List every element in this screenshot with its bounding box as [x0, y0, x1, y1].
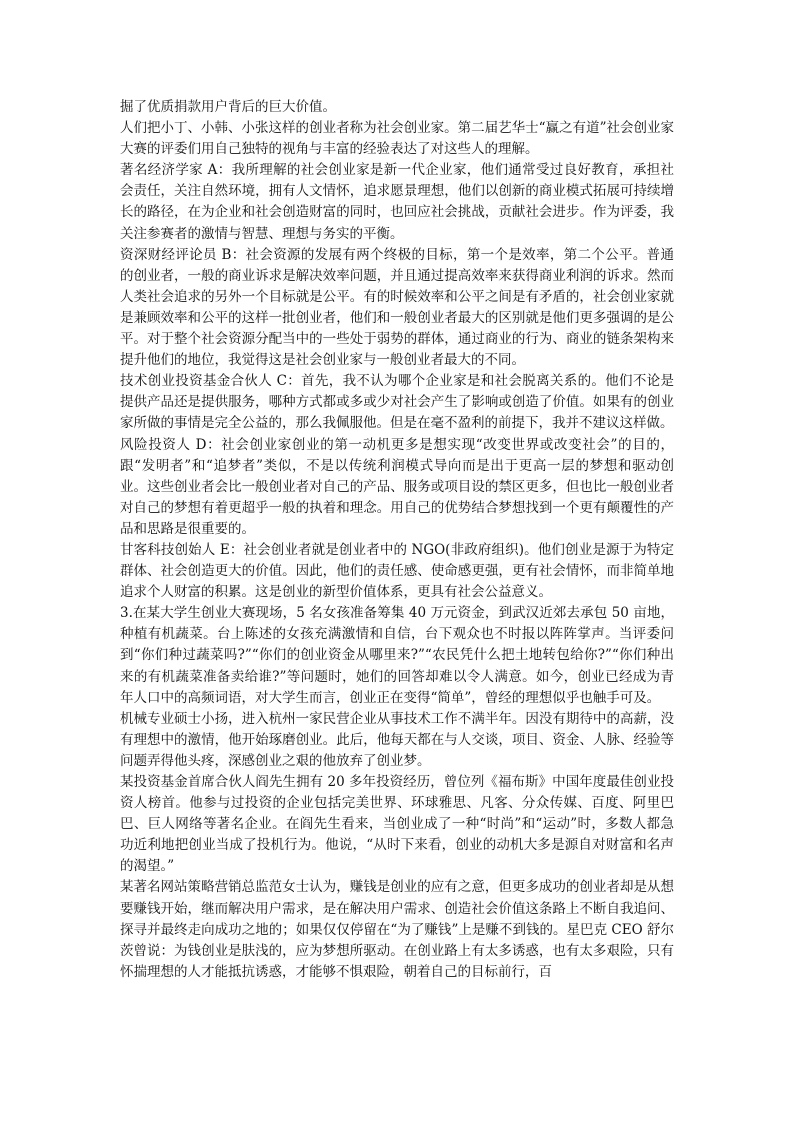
paragraph: 资深财经评论员 B：社会资源的发展有两个终极的目标，第一个是效率，第二个公平。普通的创业者，一般的商业诉求是解决效率问题，并且通过提高效率来获得商业利润的诉求。然而人类社会追求的另外一个目标就是公平。有的时候效率和公平之间是有矛盾的，社会创业家就是兼顾效率和公平的这样一批创业者，他们和一般创业者最大的区别就是他们更多强调的是公平。对于整个社会资源分配当中的一些处于弱势的群体，通过商业的行为、商业的链条架构来提升他们的地位，我觉得这是社会创业家与一般创业者最大的不同。 — [120, 246, 674, 369]
paragraph: 著名经济学家 A：我所理解的社会创业家是新一代企业家，他们通常受过良好教育，承担社会责任，关注自然环境，拥有人文情怀，追求愿景理想，他们以创新的商业模式拓展可持续增长的路径，在为企业和社会创造财富的同时，也回应社会挑战，贡献社会进步。作为评委，我关注参赛者的激情与智慧、理想与务实的平衡。 — [120, 162, 674, 242]
paragraph: 人们把小丁、小韩、小张这样的创业者称为社会创业家。第二届艺华士“赢之有道”社会创业家大赛的评委们用自己独特的视角与丰富的经验表达了对这些人的理解。 — [120, 120, 674, 158]
document-page — [120, 97, 674, 983]
paragraph: 掘了优质捐款用户背后的巨大价值。 — [120, 99, 336, 115]
paragraph: 风险投资人 D：社会创业家创业的第一动机更多是想实现“改变世界或改变社会”的目的，跟“发明者”和“追梦者”类似，不是以传统利润模式导向而是出于更高一层的梦想和驱动创业。这些创业者会比一般创业者对自己的产品、服务或项目设的禁区更多，但也比一般创业者对自己的梦想有着更超乎一般的执着和理念。用自己的优势结合梦想找到一个更有颠覆性的产品和思路是很重要的。 — [120, 436, 674, 537]
paragraph: 机械专业硕士小扬，进入杭州一家民营企业从事技术工作不满半年。因没有期待中的高薪，没有理想中的激情，他开始琢磨创业。此后，他每天都在与人交谈，项目、资金、人脉、经验等问题弄得他头疼，深感创业之艰的他放弃了创业梦。 — [120, 710, 674, 769]
paragraph: 3.在某大学生创业大赛现场，5 名女孩准备筹集 40 万元资金，到武汉近郊去承包 50 亩地，种植有机蔬菜。台上陈述的女孩充满激情和自信，台下观众也不时报以阵阵掌声。当评委问到“你们种过蔬菜吗?”“你们的创业资金从哪里来?”“农民凭什么把土地转包给你?”“你们种出来的有机蔬菜准备卖给谁?”等问题时，她们的回答却难以令人满意。如今，创业已经成为青年人口中的高频词语，对大学生而言，创业正在变得“简单”，曾经的理想似乎也触手可及。 — [120, 605, 674, 706]
paragraph: 某著名网站策略营销总监范女士认为，赚钱是创业的应有之意，但更多成功的创业者却是从想要赚钱开始，继而解决用户需求，是在解决用户需求、创造社会价值这条路上不断自我追问、探寻并最终走向成功之地的；如果仅仅停留在“为了赚钱”上是赚不到钱的。星巴克 CEO 舒尔茨曾说：为钱创业是肤浅的，应为梦想所驱动。在创业路上有太多诱惑，也有太多艰险，只有怀揣理想的人才能抵抗诱惑，才能够不惧艰险，朝着自己的目标前行，百 — [120, 879, 674, 980]
paragraph: 某投资基金首席合伙人阎先生拥有 20 多年投资经历，曾位列《福布斯》中国年度最佳创业投资人榜首。他参与过投资的企业包括完美世界、环球雅思、凡客、分众传媒、百度、阿里巴巴、巨人网络等著名企业。在阎先生看来，当创业成了一种“时尚”和“运动”时，多数人都急功近利地把创业当成了投机行为。他说，“从时下来看，创业的动机大多是源自对财富和名声的渴望。” — [120, 774, 674, 875]
paragraph: 甘客科技创始人 E：社会创业者就是创业者中的 NGO(非政府组织)。他们创业是源于为特定群体、社会创造更大的价值。因此，他们的责任感、使命感更强，更有社会情怀，而非简单地追求个人财富的积累。这是创业的新型价值体系，更具有社会公益意义。 — [120, 541, 674, 601]
paragraph: 技术创业投资基金合伙人 C：首先，我不认为哪个企业家是和社会脱离关系的。他们不论是提供产品还是提供服务，哪种方式都或多或少对社会产生了影响或创造了价值。如果有的创业家所做的事情是完全公益的，那么我佩服他。但是在毫不盈利的前提下，我并不建议这样做。 — [120, 373, 674, 432]
